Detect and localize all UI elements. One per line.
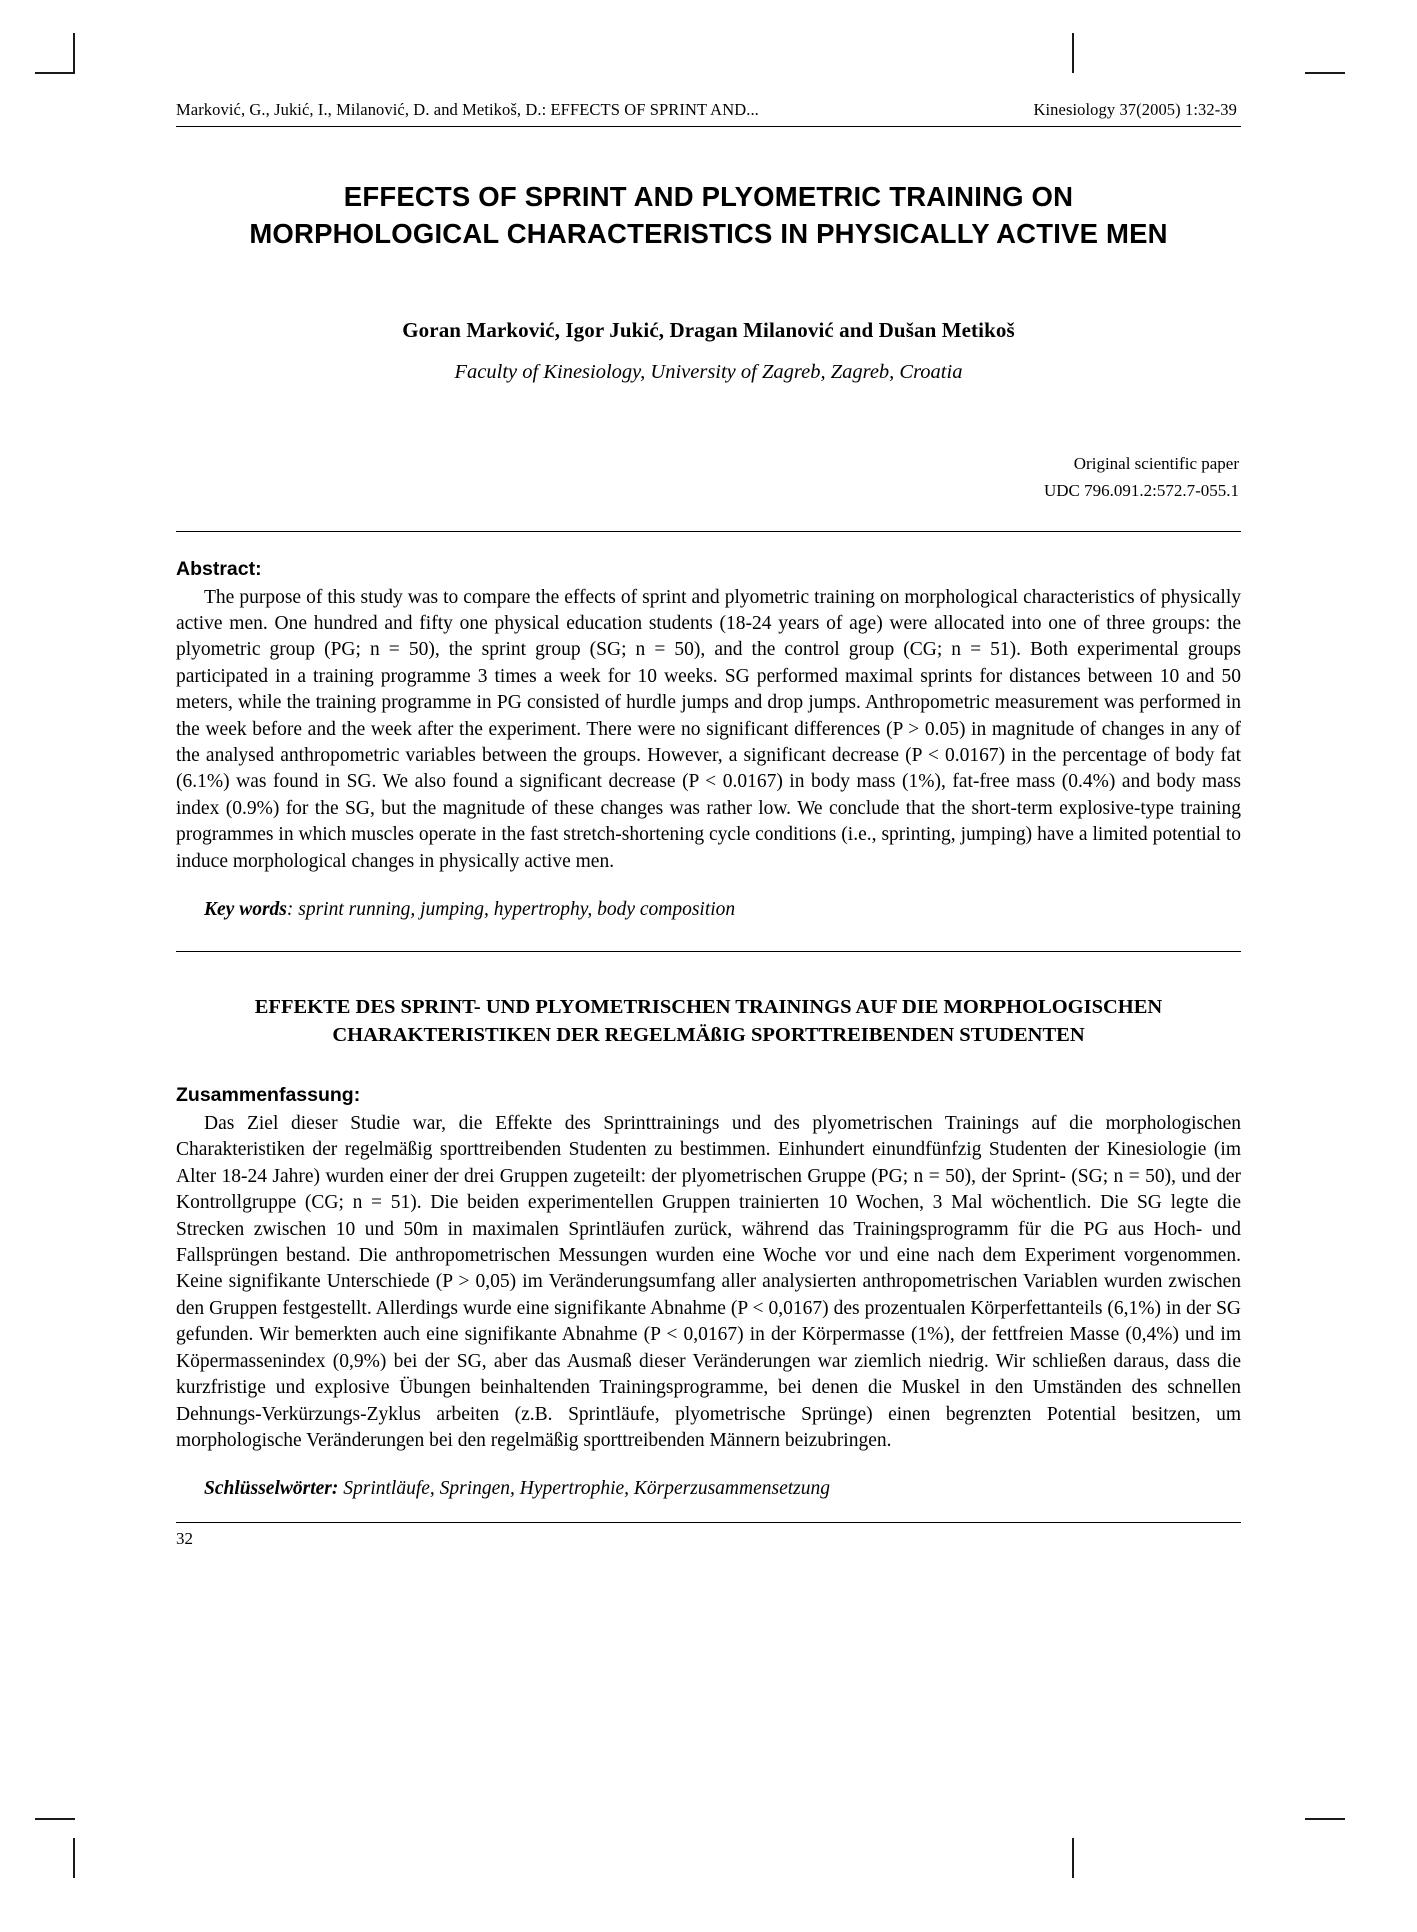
crop-mark-right-bottom: [1305, 1818, 1345, 1820]
paper-udc: UDC 796.091.2:572.7-055.1: [1043, 481, 1239, 501]
crop-mark-top-right: [1072, 33, 1074, 73]
crop-mark-bottom-right: [1072, 1838, 1074, 1878]
keywords-values: : sprint running, jumping, hypertrophy, body composition: [286, 899, 736, 921]
article-page: [176, 100, 1241, 1549]
german-summary-block: [176, 994, 1241, 1500]
abstract-heading: Abstract:: [176, 557, 262, 580]
running-head: [176, 100, 1241, 127]
crop-mark-top-left: [73, 33, 75, 73]
page-title: EFFECTS OF SPRINT AND PLYOMETRIC TRAINING ON MORPHOLOGICAL CHARACTERISTICS IN PHYSICALLY ACTIVE MEN: [249, 181, 1168, 249]
german-heading: Zusammenfassung:: [176, 1083, 361, 1106]
page-number: 32: [176, 1529, 193, 1549]
crop-mark-left-top: [35, 72, 75, 74]
author-list: Goran Marković, Igor Jukić, Dragan Milanović and Dušan Metikoš: [402, 318, 1015, 343]
german-text: Das Ziel dieser Studie war, die Effekte des Sprinttrainings und des plyometrischen Trainings auf die morphologischen Charakteristiken der regelmäßig sporttreibenden Studenten zu bestimmen. Einhundert einundfünfzig Studenten der Kinesiologie (im Alter 18-24 Jahre) wurden einer der drei Gruppen zugeteilt: der plyometrischen Gruppe (PG; n = 50), der Sprint- (SG; n = 50), und der Kontrollgruppe (CG; n = 51). Die beiden experimentellen Gruppen trainierten 10 Wochen, 3 Mal wöchentlich. Die SG legte die Strecken zwischen 10 und 50m in maximalen Sprintläufen zurück, während das Trainingsprogramm für die PG aus Hoch- und Fallsprüngen bestand. Die anthropometrischen Messungen wurden eine Woche vor und eine nach dem Experiment vorgenommen. Keine signifikante Unterschiede (P > 0,05) im Veränderungsumfang aller analysierten anthropometrischen Variablen wurden zwischen den Gruppen festgestellt. Allerdings wurde eine signifikante Abnahme (P < 0,0167) des prozentualen Körperfettanteils (6,1%) in der SG gefunden. Wir bemerkten auch eine signifikante Abnahme (P < 0,0167) in der Körpermasse (1%), der fettfreien Masse (0,4%) und im Köpermassenindex (0,9%) bei der SG, aber das Ausmaß dieser Veränderungen war ziemlich niedrig. Wir schließen daraus, dass die kurzfristige und explosive Übungen beinhaltenden Trainingsprogramme, bei denen die Muskel in den Umständen des schnellen Dehnungs-Verkürzungs-Zyklus arbeiten (z.B. Sprintläufe, plyometrische Sprünge) einen begrenzten Potential besitzen, um morphologische Veränderungen bei den regelmäßig sporttreibenden Männern beizubringen.: [176, 1112, 1241, 1451]
crop-mark-right-top: [1305, 72, 1345, 74]
keywords-line: [176, 899, 1241, 921]
german-keywords-line: [176, 1478, 1241, 1500]
page-footer: [176, 1522, 1241, 1549]
affiliation: Faculty of Kinesiology, University of Zagreb, Zagreb, Croatia: [454, 361, 963, 384]
abstract-text: The purpose of this study was to compare the effects of sprint and plyometric training on morphological characteristics of physically active men. One hundred and fifty one physical education students (18-24 years of age) were allocated into one of three groups: the plyometric group (PG; n = 50), the sprint group (SG; n = 50), and the control group (CG; n = 51). Both experimental groups participated in a training programme 3 times a week for 10 weeks. SG performed maximal sprints for distances between 10 and 50 meters, while the training programme in PG consisted of hurdle jumps and drop jumps. Anthropometric measurement was performed in the week before and the week after the experiment. There were no significant differences (P > 0.05) in magnitude of changes in any of the analysed anthropometric variables between the groups. However, a significant decrease (P < 0.0167) in the percentage of body fat (6.1%) was found in SG. We also found a significant decrease (P < 0.0167) in body mass (1%), fat-free mass (0.4%) and body mass index (0.9%) for the SG, but the magnitude of these changes was rather low. We conclude that the short-term explosive-type training programmes in which muscles operate in the fast stretch-shortening cycle conditions (i.e., sprinting, jumping) have a limited potential to induce morphological changes in physically active men.: [176, 586, 1241, 872]
paper-type: Original scientific paper: [1073, 454, 1239, 474]
keywords-label: Key words: [204, 899, 287, 921]
running-head-left: Marković, G., Jukić, I., Milanović, D. and Metikoš, D.: EFFECTS OF SPRINT AND...: [176, 100, 759, 119]
paper-meta: [176, 450, 1241, 504]
german-keywords-values: Sprintläufe, Springen, Hypertrophie, Körperzusammensetzung: [338, 1478, 830, 1500]
divider-above-german: [176, 951, 1241, 952]
german-keywords-label: Schlüsselwörter:: [204, 1478, 339, 1500]
crop-mark-bottom-left: [73, 1838, 75, 1878]
running-head-right: Kinesiology 37(2005) 1:32-39: [1033, 100, 1237, 119]
german-title: EFFEKTE DES SPRINT- UND PLYOMETRISCHEN TRAININGS AUF DIE MORPHOLOGISCHEN CHARAKTERISTIKEN DER REGELMÄßIG SPORTTREIBENDEN STUDENTEN: [254, 996, 1163, 1047]
crop-mark-left-bottom: [35, 1818, 75, 1820]
divider-above-abstract: [176, 531, 1241, 532]
